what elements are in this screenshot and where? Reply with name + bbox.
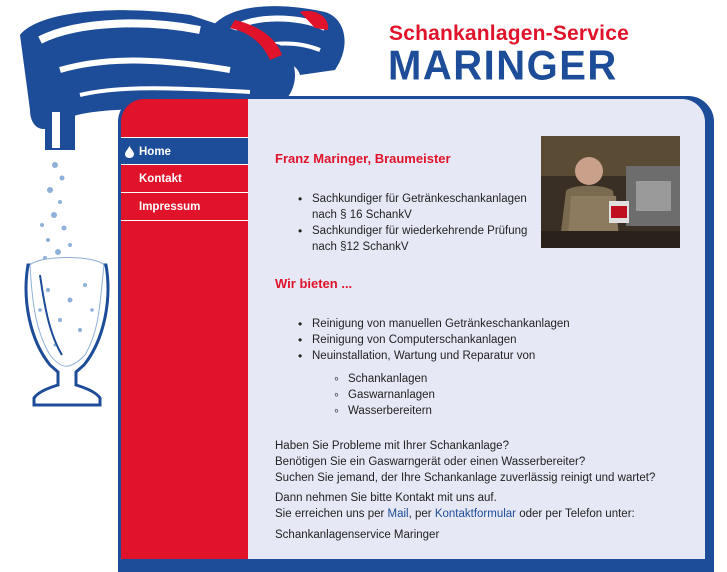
list-item: • Sachkundiger für Getränkeschankanlagen [312, 191, 527, 207]
company-name: Schankanlagenservice Maringer [275, 529, 440, 541]
services-list [312, 316, 570, 364]
mail-link[interactable]: Mail [387, 508, 409, 520]
contact-form-link[interactable]: Kontaktformular [434, 508, 517, 520]
contact-methods [275, 506, 635, 523]
list-item-continuation: nach § 16 SchankV [312, 209, 412, 221]
list-item: • Sachkundiger für wiederkehrende Prüfung [312, 223, 527, 239]
nav-item-label: Impressum [139, 201, 201, 213]
nav-item-home[interactable] [121, 137, 248, 165]
nav-item-impressum[interactable] [121, 193, 248, 221]
brand-title: MARINGER [388, 42, 618, 90]
question-1: Haben Sie Probleme mit Ihrer Schankanlage? [275, 440, 509, 452]
question-2: Benötigen Sie ein Gaswarngerät oder einen Wasserbereiter? [275, 456, 586, 468]
contact-suffix: oder per Telefon unter: [516, 508, 635, 520]
subservices-list [348, 371, 435, 419]
contact-prefix: Sie erreichen uns per [275, 508, 388, 520]
list-item: ◦ Gaswarnanlagen [348, 387, 435, 403]
section-heading: Wir bieten ... [275, 276, 353, 291]
contact-mid: , per [408, 508, 435, 520]
question-3: Suchen Sie jemand, der Ihre Schankanlage zuverlässig reinigt und wartet? [275, 472, 656, 484]
nav-item-label: Home [139, 146, 171, 158]
list-item: • Reinigung von manuellen Getränkeschankanlagen [312, 316, 570, 332]
drop-icon [125, 146, 134, 158]
braumeister-photo [541, 136, 680, 248]
brand-subtitle: Schankanlagen-Service [389, 22, 629, 45]
list-item: ◦ Wasserbereitern [348, 403, 435, 419]
list-item: • Reinigung von Computerschankanlagen [312, 332, 570, 348]
qualification-list [312, 191, 527, 255]
list-item-continuation: nach §12 SchankV [312, 241, 409, 253]
page-heading: Franz Maringer, Braumeister [275, 151, 451, 166]
nav-item-label: Kontakt [139, 173, 182, 185]
main-navigation [121, 137, 248, 221]
list-item: • Neuinstallation, Wartung und Reparatur von [312, 348, 570, 364]
list-item: ◦ Schankanlagen [348, 371, 435, 387]
contact-intro: Dann nehmen Sie bitte Kontakt mit uns auf. [275, 492, 497, 504]
nav-item-kontakt[interactable] [121, 165, 248, 193]
